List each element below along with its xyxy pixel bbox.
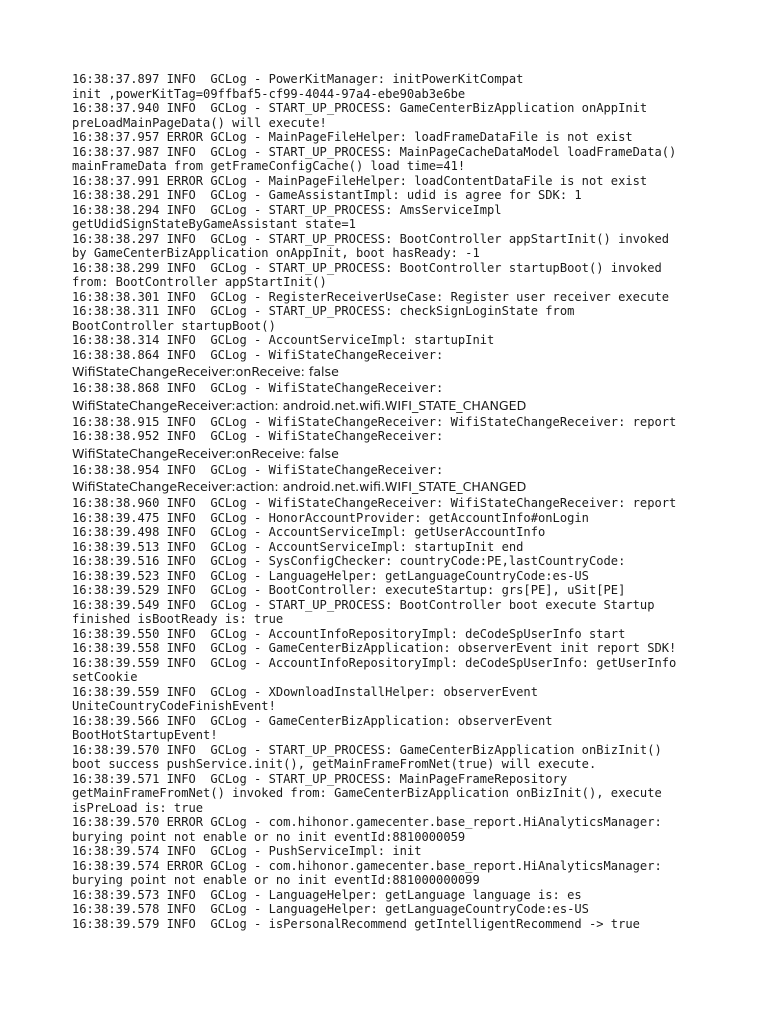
log-line: 16:38:39.573 INFO GCLog - LanguageHelper: getLanguage language is: es — [72, 887, 582, 902]
log-line: 16:38:37.897 INFO GCLog - PowerKitManager: initPowerKitCompat — [72, 72, 524, 86]
log-line: 16:38:37.940 INFO GCLog - START_UP_PROCESS: GameCenterBizApplication onAppInit — [72, 101, 648, 115]
log-line: UniteCountryCodeFinishEvent! — [72, 699, 276, 713]
log-line: 16:38:38.954 INFO GCLog - WifiStateChangeReceiver: — [72, 462, 444, 477]
log-line: 16:38:38.299 INFO GCLog - START_UP_PROCESS: BootController startupBoot() invoked — [72, 260, 662, 275]
log-line: 16:38:39.558 INFO GCLog - GameCenterBizApplication: observerEvent init report SDK! — [72, 641, 677, 655]
log-line: init ,powerKitTag=09ffbaf5-cf99-4044-97a4-ebe90ab3e6be — [72, 86, 466, 101]
log-line: 16:38:38.314 INFO GCLog - AccountServiceImpl: startupInit — [72, 333, 495, 347]
log-line: 16:38:39.559 INFO GCLog - AccountInfoRepositoryImpl: deCodeSpUserInfo: getUserInfo — [72, 655, 677, 670]
log-line: 16:38:37.957 ERROR GCLog - MainPageFileHelper: loadFrameDataFile is not exist — [72, 130, 633, 144]
log-line: BootHotStartupEvent! — [72, 728, 218, 742]
log-line: setCookie — [72, 670, 138, 684]
log-line: 16:38:39.574 ERROR GCLog - com.hihonor.gamecenter.base_report.HiAnalyticsManager: — [72, 858, 662, 873]
log-line: 16:38:38.915 INFO GCLog - WifiStateChangeReceiver: WifiStateChangeReceiver: report — [72, 414, 677, 429]
log-line: 16:38:38.291 INFO GCLog - GameAssistantImpl: udid is agree for SDK: 1 — [72, 188, 582, 202]
log-line: 16:38:39.566 INFO GCLog - GameCenterBizApplication: observerEvent — [72, 713, 553, 728]
log-line: from: BootController appStartInit() — [72, 275, 327, 289]
log-line: BootController startupBoot() — [72, 318, 276, 333]
log-line: WifiStateChangeReceiver:onReceive: false — [72, 445, 339, 461]
log-line: 16:38:37.991 ERROR GCLog - MainPageFileHelper: loadContentDataFile is not exist — [72, 173, 648, 188]
log-line: burying point not enable or no init eventId:881000000099 — [72, 873, 480, 887]
log-line: 16:38:38.952 INFO GCLog - WifiStateChangeReceiver: — [72, 429, 444, 443]
log-line: getMainFrameFromNet() invoked from: GameCenterBizApplication onBizInit(), execute — [72, 786, 662, 800]
log-line: boot success pushService.init(), getMainFrameFromNet(true) will execute. — [72, 757, 597, 771]
log-line: 16:38:38.868 INFO GCLog - WifiStateChangeReceiver: — [72, 381, 444, 395]
log-line: WifiStateChangeReceiver:action: android.net.wifi.WIFI_STATE_CHANGED — [72, 479, 527, 494]
log-line: 16:38:39.529 INFO GCLog - BootController: executeStartup: grs[PE], uSit[PE] — [72, 583, 626, 597]
log-line: 16:38:39.516 INFO GCLog - SysConfigChecker: countryCode:PE,lastCountryCode: — [72, 554, 626, 568]
log-line: 16:38:39.523 INFO GCLog - LanguageHelper: getLanguageCountryCode:es-US — [72, 568, 589, 583]
log-line: 16:38:38.960 INFO GCLog - WifiStateChangeReceiver: WifiStateChangeReceiver: report — [72, 496, 677, 510]
log-line: finished isBootReady is: true — [72, 612, 284, 626]
log-line: by GameCenterBizApplication onAppInit, boot hasReady: -1 — [72, 246, 480, 260]
log-line: 16:38:39.498 INFO GCLog - AccountServiceImpl: getUserAccountInfo — [72, 525, 546, 539]
log-line: mainFrameData from getFrameConfigCache() load time=41! — [72, 159, 466, 173]
log-line: isPreLoad is: true — [72, 800, 204, 815]
log-line: 16:38:39.513 INFO GCLog - AccountServiceImpl: startupInit end — [72, 539, 524, 554]
log-line: 16:38:38.294 INFO GCLog - START_UP_PROCESS: AmsServiceImpl — [72, 202, 502, 217]
log-line: 16:38:37.987 INFO GCLog - START_UP_PROCESS: MainPageCacheDataModel loadFrameData() — [72, 144, 677, 159]
log-line: burying point not enable or no init eventId:8810000059 — [72, 829, 466, 844]
log-line: WifiStateChangeReceiver:onReceive: false — [72, 364, 339, 379]
log-line: WifiStateChangeReceiver:action: android.net.wifi.WIFI_STATE_CHANGED — [72, 397, 527, 413]
log-line: 16:38:39.559 INFO GCLog - XDownloadInstallHelper: observerEvent — [72, 684, 538, 699]
log-line: 16:38:39.578 INFO GCLog - LanguageHelper: getLanguageCountryCode:es-US — [72, 902, 589, 916]
log-line: 16:38:38.301 INFO GCLog - RegisterReceiverUseCase: Register user receiver execute — [72, 289, 670, 304]
log-line: getUdidSignStateByGameAssistant state=1 — [72, 217, 356, 231]
log-line: 16:38:38.311 INFO GCLog - START_UP_PROCESS: checkSignLoginState from — [72, 304, 575, 318]
log-line: 16:38:39.570 INFO GCLog - START_UP_PROCESS: GameCenterBizApplication onBizInit() — [72, 742, 662, 757]
log-text-block — [72, 72, 712, 931]
log-line: 16:38:38.297 INFO GCLog - START_UP_PROCESS: BootController appStartInit() invoked — [72, 231, 670, 246]
log-line: 16:38:39.579 INFO GCLog - isPersonalRecommend getIntelligentRecommend -> true — [72, 916, 640, 931]
log-line: 16:38:39.571 INFO GCLog - START_UP_PROCESS: MainPageFrameRepository — [72, 771, 568, 786]
log-line: preLoadMainPageData() will execute! — [72, 115, 327, 130]
log-line: 16:38:39.574 INFO GCLog - PushServiceImpl: init — [72, 844, 422, 858]
log-line: 16:38:38.864 INFO GCLog - WifiStateChangeReceiver: — [72, 347, 444, 362]
log-line: 16:38:39.475 INFO GCLog - HonorAccountProvider: getAccountInfo#onLogin — [72, 510, 589, 525]
log-line: 16:38:39.549 INFO GCLog - START_UP_PROCESS: BootController boot execute Startup — [72, 597, 655, 612]
log-line: 16:38:39.550 INFO GCLog - AccountInfoRepositoryImpl: deCodeSpUserInfo start — [72, 626, 626, 641]
log-line: 16:38:39.570 ERROR GCLog - com.hihonor.gamecenter.base_report.HiAnalyticsManager: — [72, 815, 662, 829]
